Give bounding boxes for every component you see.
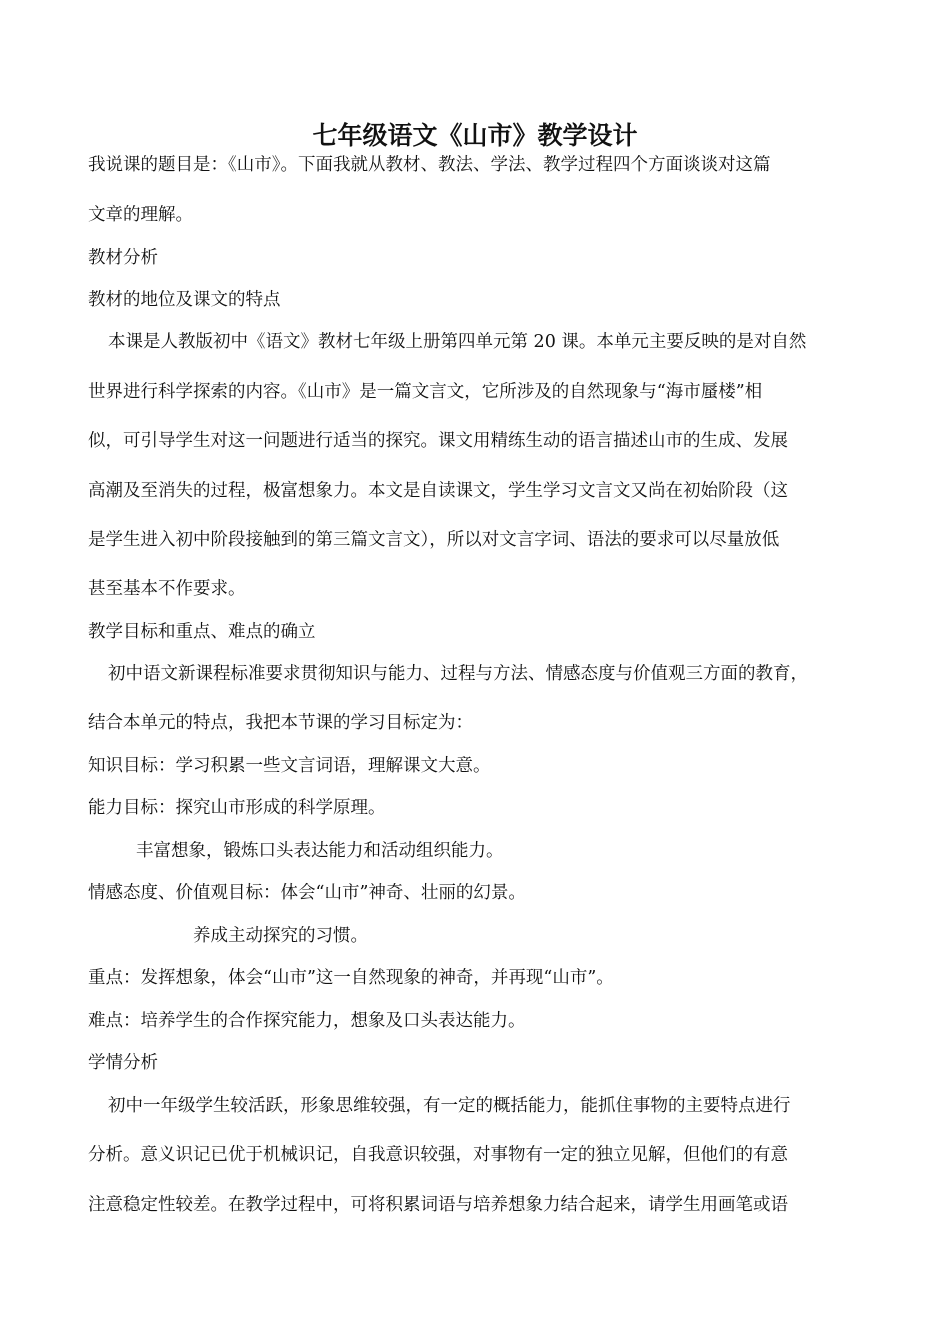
paragraph-line: 注意稳定性较差。在教学过程中，可将积累词语与培养想象力结合起来，请学生用画笔或语 (88, 1195, 788, 1215)
key-point-line: 重点：发挥想象，体会“山市”这一自然现象的神奇，并再现“山市”。 (88, 968, 614, 988)
paragraph-line: 我说课的题目是：《山市》。下面我就从教材、教法、学法、教学过程四个方面谈谈对这篇 (88, 155, 771, 175)
subsection-heading: 教学目标和重点、难点的确立 (88, 622, 316, 642)
goal-line: 丰富想象，锻炼口头表达能力和活动组织能力。 (136, 841, 504, 861)
paragraph-line: 似，可引导学生对这一问题进行适当的探究。课文用精练生动的语言描述山市的生成、发展 (88, 431, 788, 451)
paragraph-line: 文章的理解。 (88, 205, 193, 225)
goal-line: 情感态度、价值观目标：体会“山市”神奇、壮丽的幻景。 (88, 883, 526, 903)
goal-line: 能力目标：探究山市形成的科学原理。 (88, 798, 386, 818)
paragraph-line: 是学生进入初中阶段接触到的第三篇文言文），所以对文言字词、语法的要求可以尽量放低 (88, 530, 780, 550)
paragraph-line: 世界进行科学探索的内容。《山市》是一篇文言文，它所涉及的自然现象与“海市蜃楼”相 (88, 382, 763, 402)
paragraph-line: 高潮及至消失的过程，极富想象力。本文是自读课文，学生学习文言文又尚在初始阶段（这 (88, 481, 788, 501)
document-title: 七年级语文《山市》教学设计 (312, 121, 638, 150)
paragraph-line: 本课是人教版初中《语文》教材七年级上册第四单元第 20 课。本单元主要反映的是对自然 (108, 332, 807, 352)
section-heading: 学情分析 (88, 1053, 158, 1073)
paragraph-line: 分析。意义识记已优于机械识记，自我意识较强，对事物有一定的独立见解，但他们的有意 (88, 1145, 788, 1165)
paragraph-line: 初中一年级学生较活跃，形象思维较强，有一定的概括能力，能抓住事物的主要特点进行 (108, 1096, 791, 1116)
paragraph-line: 初中语文新课程标准要求贯彻知识与能力、过程与方法、情感态度与价值观三方面的教育， (108, 664, 808, 684)
paragraph-line: 结合本单元的特点，我把本节课的学习目标定为： (88, 713, 473, 733)
subsection-heading: 教材的地位及课文的特点 (88, 290, 281, 310)
section-heading: 教材分析 (88, 248, 158, 268)
paragraph-line: 甚至基本不作要求。 (88, 579, 246, 599)
goal-line: 知识目标：学习积累一些文言词语，理解课文大意。 (88, 756, 491, 776)
goal-line: 养成主动探究的习惯。 (193, 926, 368, 946)
difficulty-line: 难点：培养学生的合作探究能力，想象及口头表达能力。 (88, 1011, 526, 1031)
